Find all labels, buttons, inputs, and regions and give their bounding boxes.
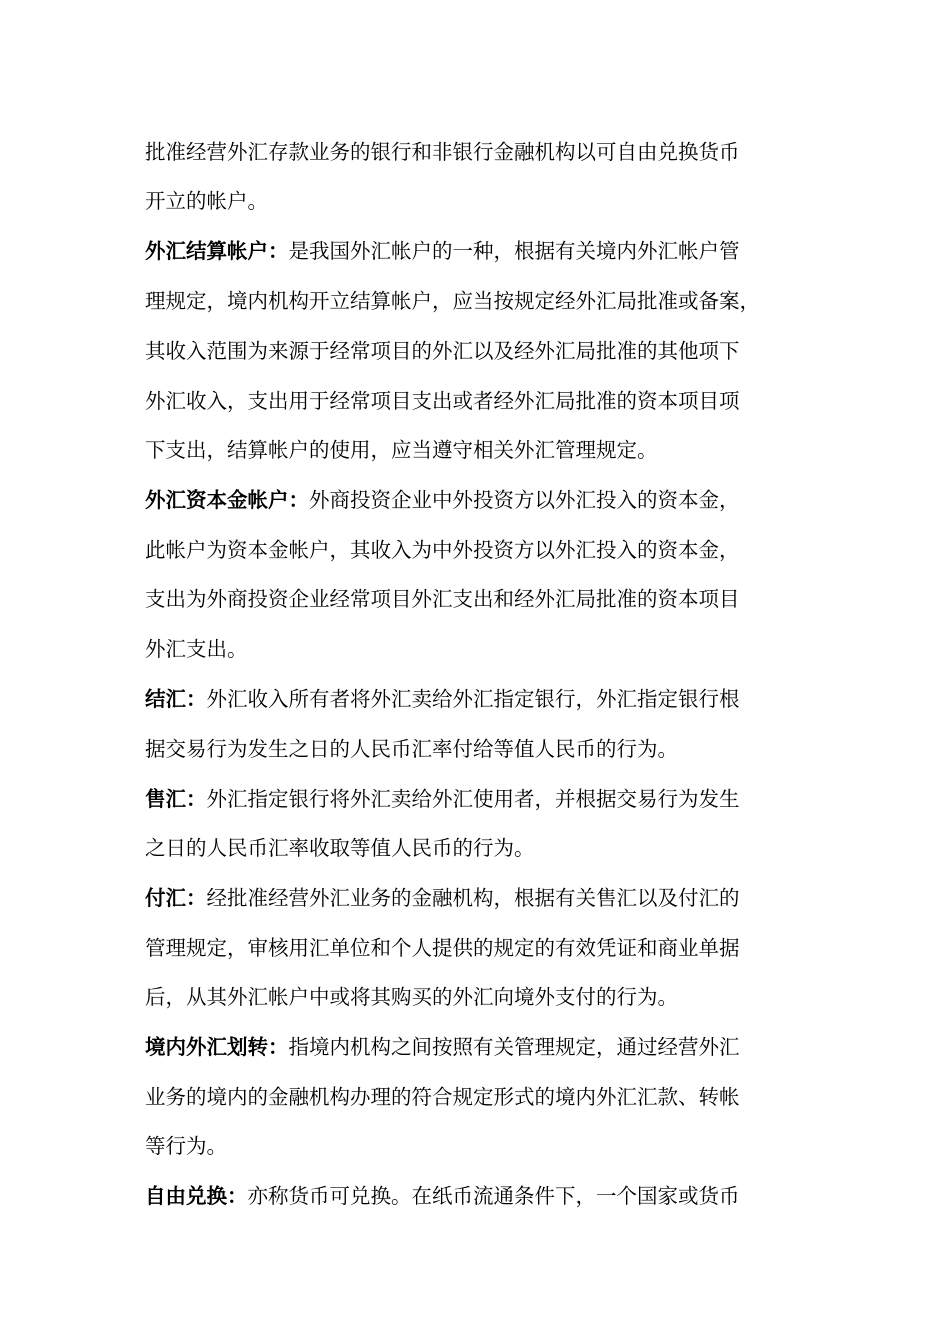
term-label: 外汇结算帐户： <box>145 239 289 263</box>
text-line: 后，从其外汇帐户中或将其购买的外汇向境外支付的行为。 <box>145 985 678 1009</box>
text-line: 支出为外商投资企业经常项目外汇支出和经外汇局批准的资本项目 <box>145 587 740 611</box>
term-line-payment: 付汇：经批准经营外汇业务的金融机构，根据有关售汇以及付汇的 <box>145 886 740 910</box>
term-line-capital-account: 外汇资本金帐户：外商投资企业中外投资方以外汇投入的资本金， <box>145 488 740 512</box>
term-line-settlement-account: 外汇结算帐户：是我国外汇帐户的一种，根据有关境内外汇帐户管 <box>145 239 740 263</box>
term-line-domestic-transfer: 境内外汇划转：指境内机构之间按照有关管理规定，通过经营外汇 <box>145 1035 740 1059</box>
term-label: 境内外汇划转： <box>145 1035 289 1059</box>
term-label: 结汇： <box>145 687 207 711</box>
text-line: 管理规定，审核用汇单位和个人提供的规定的有效凭证和商业单据 <box>145 936 740 960</box>
text-line: 下支出，结算帐户的使用，应当遵守相关外汇管理规定。 <box>145 438 658 462</box>
term-line-sale: 售汇：外汇指定银行将外汇卖给外汇使用者，并根据交易行为发生 <box>145 787 740 811</box>
text-line: 此帐户为资本金帐户，其收入为中外投资方以外汇投入的资本金， <box>145 538 740 562</box>
term-label: 外汇资本金帐户： <box>145 488 309 512</box>
term-label: 自由兑换： <box>145 1184 248 1208</box>
term-line-settlement: 结汇：外汇收入所有者将外汇卖给外汇指定银行，外汇指定银行根 <box>145 687 740 711</box>
term-label: 售汇： <box>145 787 207 811</box>
text-line: 理规定，境内机构开立结算帐户，应当按规定经外汇局批准或备案， <box>145 289 760 313</box>
text-line: 批准经营外汇存款业务的银行和非银行金融机构以可自由兑换货币 <box>145 140 740 164</box>
text-line: 之日的人民币汇率收取等值人民币的行为。 <box>145 836 535 860</box>
term-label: 付汇： <box>145 886 207 910</box>
text-line: 外汇收入，支出用于经常项目支出或者经外汇局批准的资本项目项 <box>145 389 740 413</box>
text-line: 其收入范围为来源于经常项目的外汇以及经外汇局批准的其他项下 <box>145 339 740 363</box>
text-line: 业务的境内的金融机构办理的符合规定形式的境内外汇汇款、转帐 <box>145 1085 740 1109</box>
text-line: 据交易行为发生之日的人民币汇率付给等值人民币的行为。 <box>145 737 678 761</box>
text-line: 等行为。 <box>145 1134 227 1158</box>
term-line-free-convertibility: 自由兑换：亦称货币可兑换。在纸币流通条件下，一个国家或货币 <box>145 1184 740 1208</box>
text-line: 开立的帐户。 <box>145 189 268 213</box>
text-line: 外汇支出。 <box>145 637 248 661</box>
